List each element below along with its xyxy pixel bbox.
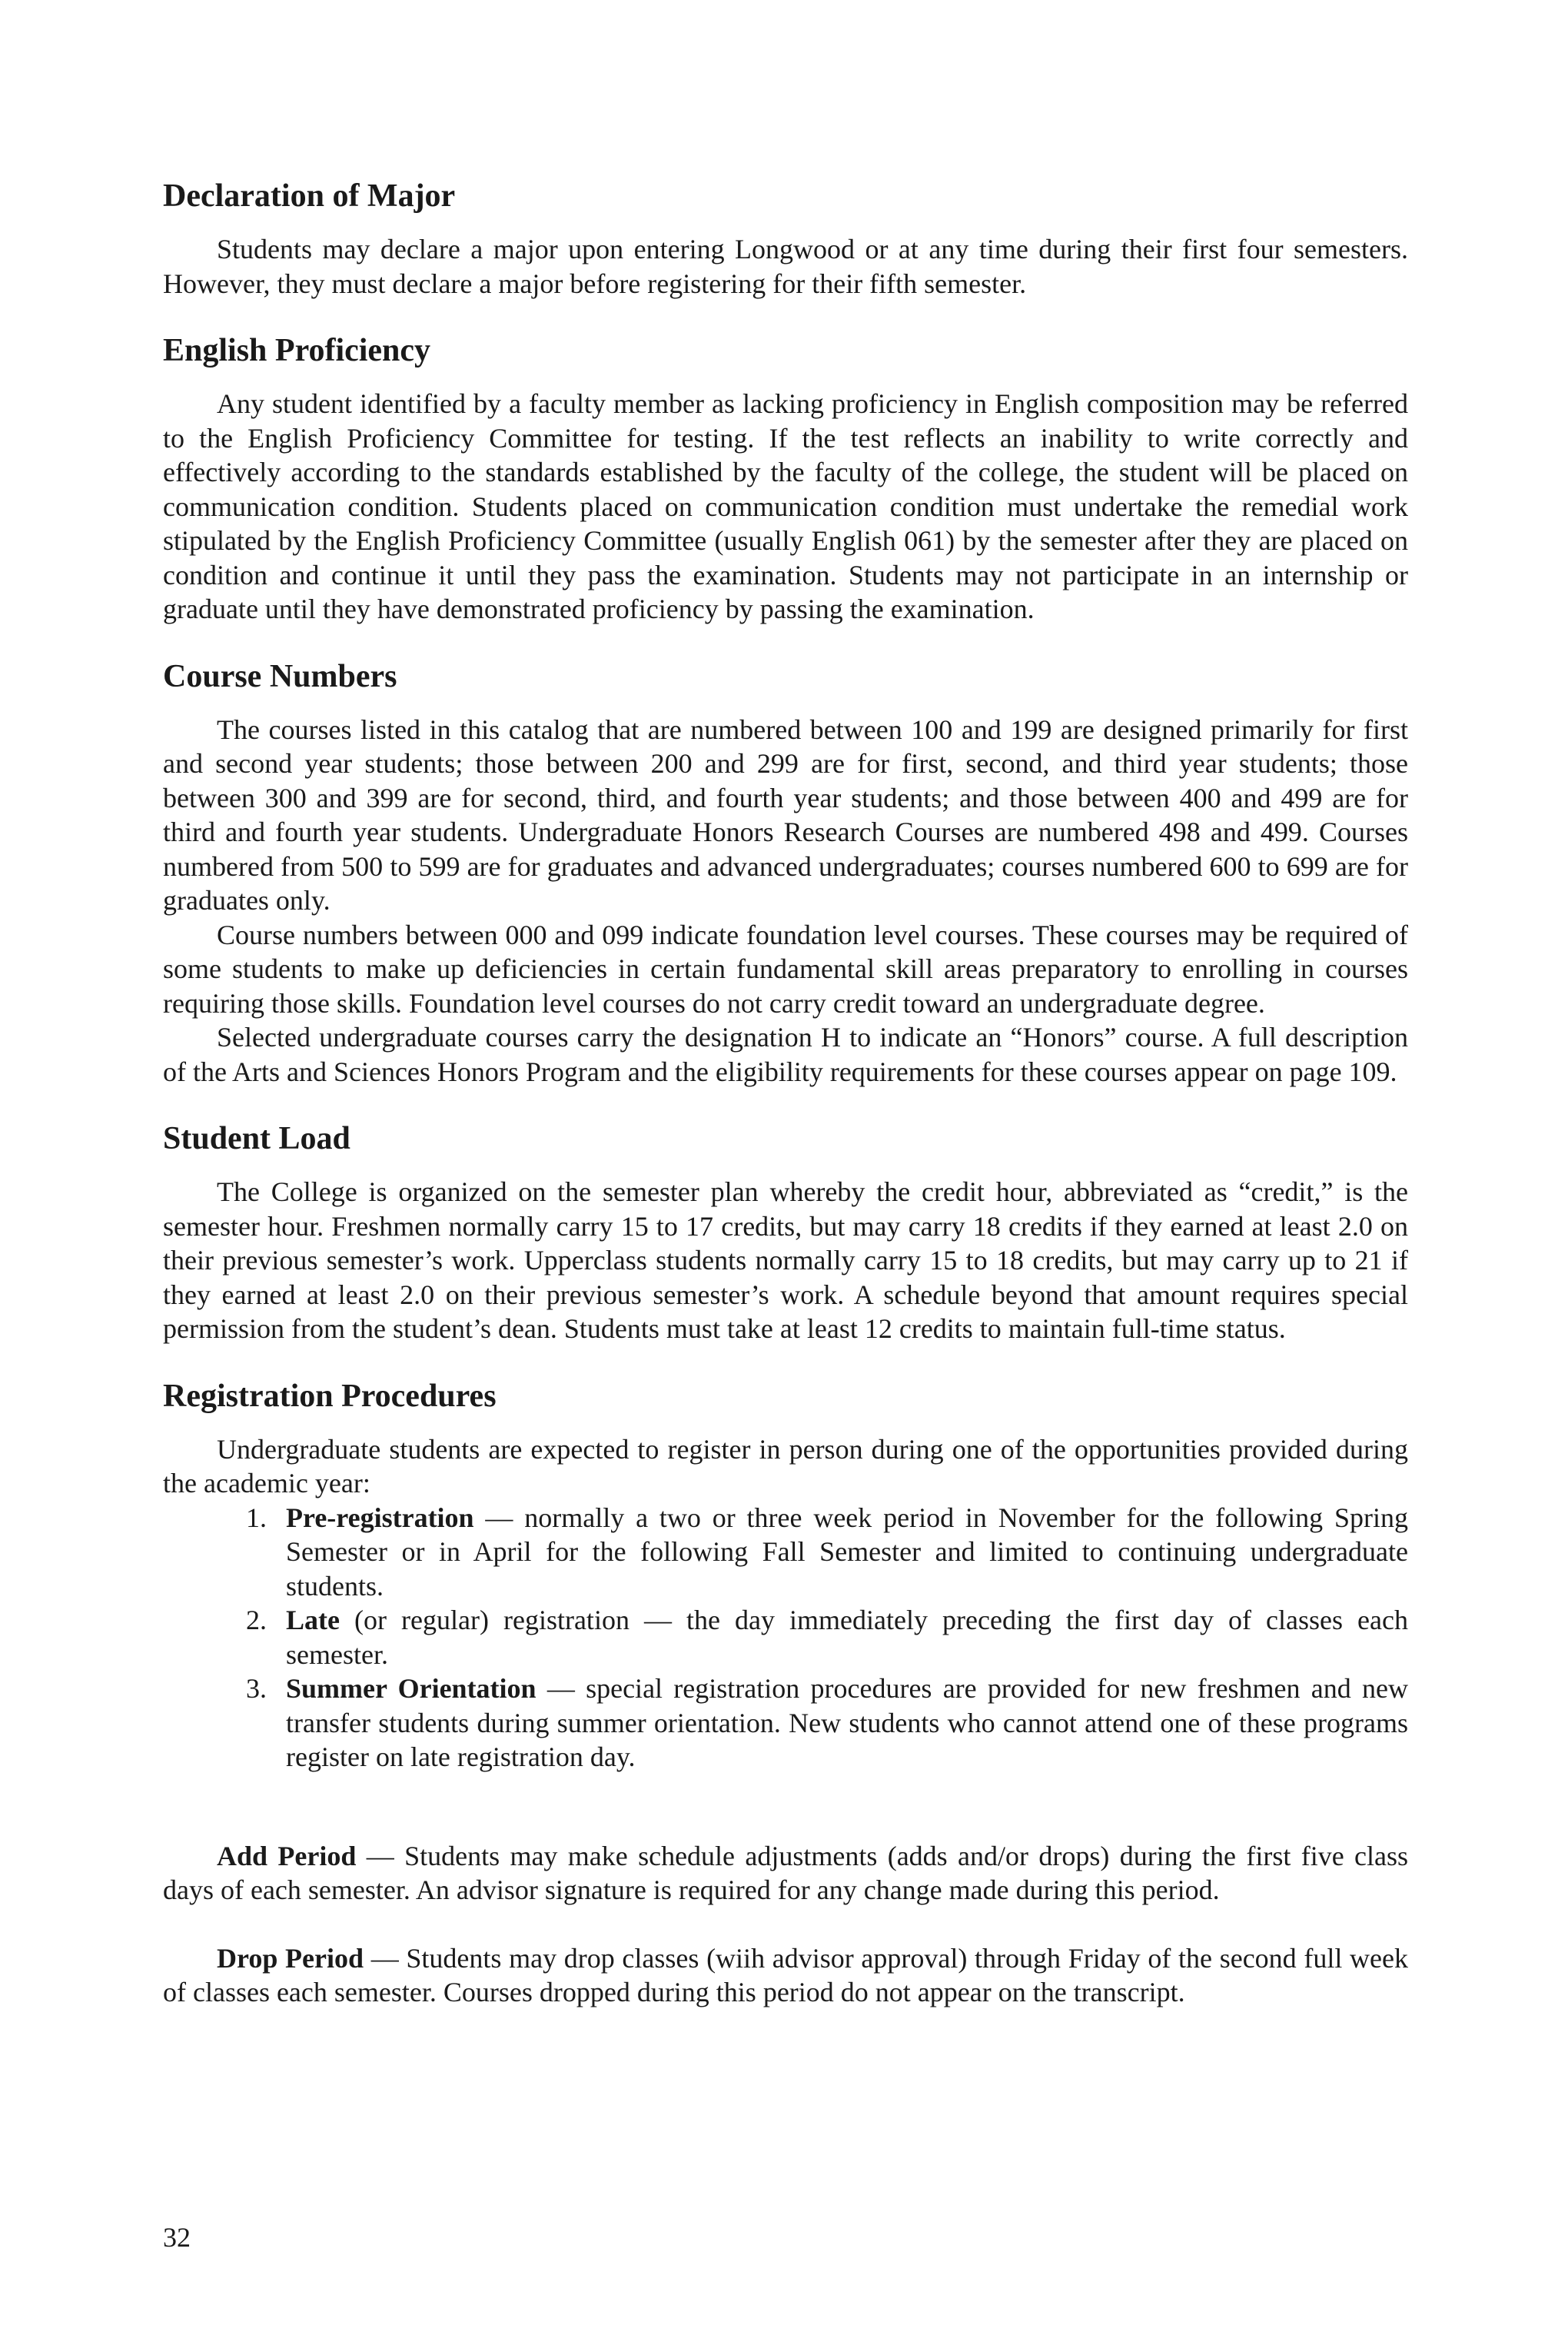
heading-english-proficiency: English Proficiency <box>163 333 431 368</box>
paragraph-add-period <box>163 1839 1408 1908</box>
list-item-term: Late <box>286 1605 340 1635</box>
list-item-text: — normally a two or three week period in November for the following Spring Semester or in April for the following Fall Semester and limited to continuing undergraduate students. <box>286 1502 1408 1602</box>
paragraph-course-numbers-3: Selected undergraduate courses carry the designation H to indicate an “Honors” course. A full description of the Arts and Sciences Honors Program and the eligibility requirements for these courses appear on page 109. <box>163 1022 1408 1087</box>
drop-period-text: — Students may drop classes (wiih advisor approval) through Friday of the second full week of classes each semester. Courses dropped during this period do not appear on the transcript. <box>163 1942 1409 2007</box>
section-course-numbers <box>163 657 1408 1089</box>
list-item-number: 3. <box>246 1673 267 1704</box>
spacer <box>163 1908 1408 1941</box>
paragraph-course-numbers-2: Course numbers between 000 and 099 indicate foundation level courses. These courses may be required of some students to make up deficiencies in certain fundamental skill areas preparatory to enrolling in courses requiring those skills. Foundation level courses do not carry credit toward an undergraduate degree. <box>163 919 1408 1019</box>
list-item <box>163 1671 1408 1775</box>
paragraph-drop-period <box>163 1941 1408 2010</box>
section-declaration-of-major <box>163 177 1408 301</box>
heading-course-numbers: Course Numbers <box>163 658 397 694</box>
section-english-proficiency <box>163 331 1408 627</box>
paragraph-course-numbers-1: The courses listed in this catalog that are numbered between 100 and 199 are designed primarily for first and second year students; those between 200 and 299 are for first, second, and third year students; those between 300 and 399 are for second, third, and fourth year students; and those between 400 and 499 are for third and fourth year students. Undergraduate Honors Research Courses are numbered 498 and 499. Courses numbered from 500 to 599 are for graduates and advanced undergraduates; courses numbered 600 to 699 are for graduates only. <box>163 713 1408 916</box>
registration-list <box>163 1501 1408 1775</box>
section-registration-procedures <box>163 1377 1408 1775</box>
list-item <box>163 1603 1408 1671</box>
paragraph-declaration-of-major: Students may declare a major upon entering Longwood or at any time during their first four semesters. However, they must declare a major before registering for their fifth semester. <box>163 234 1408 299</box>
drop-period-term: Drop Period <box>217 1942 364 1974</box>
paragraph-student-load: The College is organized on the semester plan whereby the credit hour, abbreviated as “credit,” is the semester hour. Freshmen normally carry 15 to 17 credits, but may carry 18 credits if they earned at least 2.0 on their previous semester’s work. Upperclass students normally carry 15 to 18 credits, but may carry up to 21 if they earned at least 2.0 on their previous semester’s work. A schedule beyond that amount requires special permission from the student’s dean. Students must take at least 12 credits to maintain full-time status. <box>163 1176 1408 1344</box>
page-content <box>163 177 1408 2010</box>
heading-registration-procedures: Registration Procedures <box>163 1378 497 1414</box>
list-item-number: 1. <box>246 1502 267 1533</box>
list-item-term: Summer Orientation <box>286 1673 537 1704</box>
paragraph-english-proficiency: Any student identified by a faculty member as lacking proficiency in English composition may be referred to the English Proficiency Committee for testing. If the test reflects an inability to write correctly and effectively according to the standards established by the faculty of the college, the student will be placed on communication condition. Students placed on communication condition must undertake the remedial work stipulated by the English Proficiency Committee (usually English 061) by the semester after they are placed on condition and continue it until they pass the examination. Students may not participate in an internship or graduate until they have demonstrated proficiency by passing the examination. <box>163 388 1408 624</box>
paragraph-registration-intro: Undergraduate students are expected to register in person during one of the opportunities provided during the academic year: <box>163 1433 1408 1498</box>
add-period-text: — Students may make schedule adjustments (adds and/or drops) during the first five class days of each semester. An advisor signature is required for any change made during this period. <box>163 1840 1408 1905</box>
list-item <box>163 1501 1408 1604</box>
spacer <box>163 1805 1408 1839</box>
add-period-term: Add Period <box>217 1840 357 1871</box>
list-item-text: (or regular) registration — the day immediately preceding the first day of classes each semester. <box>286 1605 1408 1670</box>
page-number: 32 <box>163 2222 191 2253</box>
heading-student-load: Student Load <box>163 1121 350 1156</box>
heading-declaration-of-major: Declaration of Major <box>163 178 456 214</box>
list-item-term: Pre-registration <box>286 1502 474 1533</box>
list-item-text: — special registration procedures are provided for new freshmen and new transfer students during summer orientation. New students who cannot attend one of these programs register on late registration day. <box>286 1673 1409 1772</box>
section-student-load <box>163 1119 1408 1346</box>
list-item-number: 2. <box>246 1605 267 1635</box>
